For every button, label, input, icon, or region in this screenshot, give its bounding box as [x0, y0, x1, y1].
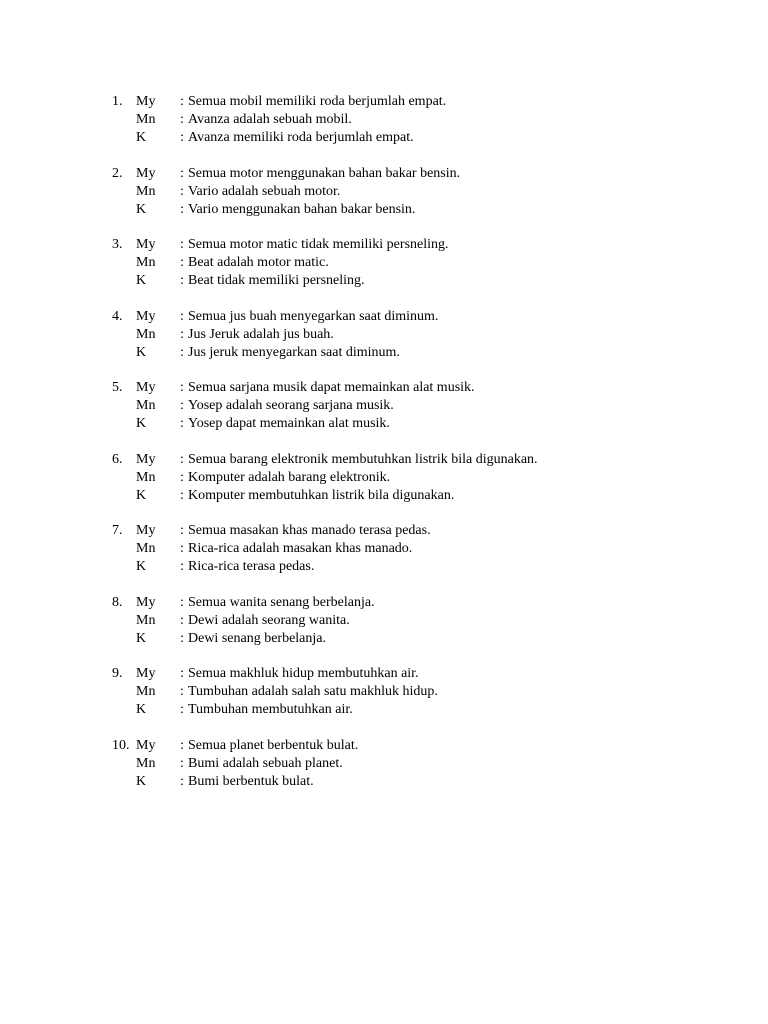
- premise-row-my: [112, 379, 732, 397]
- premise-row-k: [112, 272, 732, 290]
- premise-separator: :: [180, 237, 184, 252]
- premise-row-k: [112, 630, 732, 648]
- premise-separator: :: [180, 541, 184, 556]
- premise-separator: :: [180, 416, 184, 431]
- premise-text: Komputer membutuhkan listrik bila digunakan.: [188, 487, 455, 503]
- syllogism-item: [112, 93, 732, 165]
- premise-text: Komputer adalah barang elektronik.: [188, 469, 391, 485]
- premise-label: My: [136, 451, 156, 467]
- premise-row-mn: [112, 111, 732, 129]
- premise-text: Tumbuhan membutuhkan air.: [188, 702, 353, 717]
- premise-label: Mn: [136, 183, 156, 199]
- premise-separator: :: [180, 666, 184, 681]
- premise-text: Bumi berbentuk bulat.: [188, 773, 314, 789]
- premise-row-mn: [112, 183, 732, 201]
- premise-row-my: [112, 594, 732, 612]
- premise-label: Mn: [136, 684, 156, 699]
- premise-text: Beat adalah motor matic.: [188, 255, 329, 270]
- premise-text: Avanza adalah sebuah mobil.: [188, 112, 352, 127]
- premise-separator: :: [180, 469, 184, 485]
- premise-text: Rica-rica adalah masakan khas manado.: [188, 541, 413, 556]
- premise-text: Semua sarjana musik dapat memainkan alat musik.: [188, 380, 475, 395]
- premise-label: My: [136, 237, 156, 252]
- premise-label: K: [136, 559, 147, 574]
- premise-separator: :: [180, 165, 184, 181]
- premise-label: K: [136, 416, 147, 431]
- premise-label: Mn: [136, 112, 156, 127]
- premise-label: Mn: [136, 612, 156, 628]
- premise-separator: :: [180, 255, 184, 270]
- premise-separator: :: [180, 612, 184, 628]
- syllogism-item: [112, 737, 732, 809]
- premise-separator: :: [180, 523, 184, 538]
- premise-separator: :: [180, 94, 184, 109]
- premise-label: K: [136, 630, 147, 646]
- premise-separator: :: [180, 308, 184, 324]
- syllogism-item: [112, 594, 732, 666]
- premise-label: Mn: [136, 541, 156, 556]
- premise-separator: :: [180, 326, 184, 342]
- premise-label: K: [136, 201, 147, 217]
- premise-separator: :: [180, 737, 184, 753]
- premise-label: My: [136, 523, 156, 538]
- premise-row-my: [112, 665, 732, 683]
- premise-label: K: [136, 487, 147, 503]
- premise-row-k: [112, 558, 732, 576]
- premise-text: Vario menggunakan bahan bakar bensin.: [188, 201, 416, 217]
- item-number: 10.: [112, 737, 130, 753]
- premise-row-k: [112, 701, 732, 719]
- premise-separator: :: [180, 773, 184, 789]
- premise-row-mn: [112, 683, 732, 701]
- premise-label: K: [136, 773, 147, 789]
- premise-text: Dewi adalah seorang wanita.: [188, 612, 350, 628]
- item-number: 8.: [112, 594, 123, 610]
- premise-text: Semua motor matic tidak memiliki persneling.: [188, 237, 449, 252]
- premise-text: Yosep adalah seorang sarjana musik.: [188, 398, 394, 413]
- premise-separator: :: [180, 201, 184, 217]
- premise-text: Jus Jeruk adalah jus buah.: [188, 326, 334, 342]
- premise-separator: :: [180, 559, 184, 574]
- premise-row-my: [112, 308, 732, 326]
- premise-text: Vario adalah sebuah motor.: [188, 183, 341, 199]
- premise-row-mn: [112, 540, 732, 558]
- premise-text: Rica-rica terasa pedas.: [188, 559, 315, 574]
- item-number: 3.: [112, 237, 123, 252]
- premise-text: Dewi senang berbelanja.: [188, 630, 326, 646]
- premise-label: K: [136, 273, 147, 288]
- premise-separator: :: [180, 755, 184, 771]
- premise-separator: :: [180, 112, 184, 127]
- premise-text: Semua barang elektronik membutuhkan listrik bila digunakan.: [188, 451, 538, 467]
- premise-row-mn: [112, 755, 732, 773]
- item-number: 1.: [112, 94, 123, 109]
- premise-separator: :: [180, 130, 184, 145]
- premise-row-k: [112, 415, 732, 433]
- premise-label: My: [136, 308, 156, 324]
- premise-row-k: [112, 487, 732, 505]
- item-number: 9.: [112, 666, 123, 681]
- premise-separator: :: [180, 380, 184, 395]
- premise-label: Mn: [136, 469, 156, 485]
- premise-text: Semua makhluk hidup membutuhkan air.: [188, 666, 419, 681]
- premise-label: My: [136, 666, 156, 681]
- premise-row-my: [112, 236, 732, 254]
- premise-separator: :: [180, 451, 184, 467]
- item-number: 6.: [112, 451, 123, 467]
- premise-row-my: [112, 93, 732, 111]
- premise-separator: :: [180, 344, 184, 360]
- syllogism-list: [112, 93, 732, 808]
- premise-text: Semua masakan khas manado terasa pedas.: [188, 523, 431, 538]
- item-number: 2.: [112, 165, 123, 181]
- premise-separator: :: [180, 684, 184, 699]
- premise-label: K: [136, 344, 147, 360]
- premise-label: My: [136, 380, 156, 395]
- premise-text: Avanza memiliki roda berjumlah empat.: [188, 130, 414, 145]
- premise-text: Semua wanita senang berbelanja.: [188, 594, 375, 610]
- premise-text: Semua mobil memiliki roda berjumlah empat.: [188, 94, 447, 109]
- premise-row-k: [112, 201, 732, 219]
- premise-text: Jus jeruk menyegarkan saat diminum.: [188, 344, 400, 360]
- premise-row-my: [112, 451, 732, 469]
- syllogism-item: [112, 379, 732, 451]
- premise-row-mn: [112, 397, 732, 415]
- premise-separator: :: [180, 273, 184, 288]
- premise-text: Semua motor menggunakan bahan bakar bensin.: [188, 165, 461, 181]
- premise-text: Semua planet berbentuk bulat.: [188, 737, 359, 753]
- premise-text: Bumi adalah sebuah planet.: [188, 755, 343, 771]
- syllogism-item: [112, 236, 732, 308]
- premise-label: My: [136, 94, 156, 109]
- premise-label: My: [136, 737, 156, 753]
- premise-text: Beat tidak memiliki persneling.: [188, 273, 365, 288]
- item-number: 4.: [112, 308, 123, 324]
- premise-separator: :: [180, 630, 184, 646]
- premise-row-my: [112, 165, 732, 183]
- premise-separator: :: [180, 487, 184, 503]
- premise-row-mn: [112, 612, 732, 630]
- premise-separator: :: [180, 398, 184, 413]
- premise-label: K: [136, 702, 147, 717]
- premise-separator: :: [180, 594, 184, 610]
- syllogism-item: [112, 522, 732, 594]
- premise-row-my: [112, 737, 732, 755]
- premise-label: Mn: [136, 398, 156, 413]
- premise-label: Mn: [136, 755, 156, 771]
- item-number: 5.: [112, 380, 123, 395]
- premise-label: K: [136, 130, 147, 145]
- premise-text: Semua jus buah menyegarkan saat diminum.: [188, 308, 439, 324]
- premise-text: Tumbuhan adalah salah satu makhluk hidup.: [188, 684, 438, 699]
- premise-separator: :: [180, 183, 184, 199]
- syllogism-item: [112, 451, 732, 523]
- premise-row-mn: [112, 469, 732, 487]
- syllogism-item: [112, 165, 732, 237]
- premise-label: My: [136, 594, 156, 610]
- premise-row-k: [112, 344, 732, 362]
- premise-label: Mn: [136, 326, 156, 342]
- premise-row-my: [112, 522, 732, 540]
- premise-label: Mn: [136, 255, 156, 270]
- syllogism-item: [112, 308, 732, 380]
- premise-label: My: [136, 165, 156, 181]
- item-number: 7.: [112, 523, 123, 538]
- premise-separator: :: [180, 702, 184, 717]
- premise-row-mn: [112, 254, 732, 272]
- premise-row-k: [112, 129, 732, 147]
- syllogism-item: [112, 665, 732, 737]
- premise-row-mn: [112, 326, 732, 344]
- premise-row-k: [112, 773, 732, 791]
- premise-text: Yosep dapat memainkan alat musik.: [188, 416, 390, 431]
